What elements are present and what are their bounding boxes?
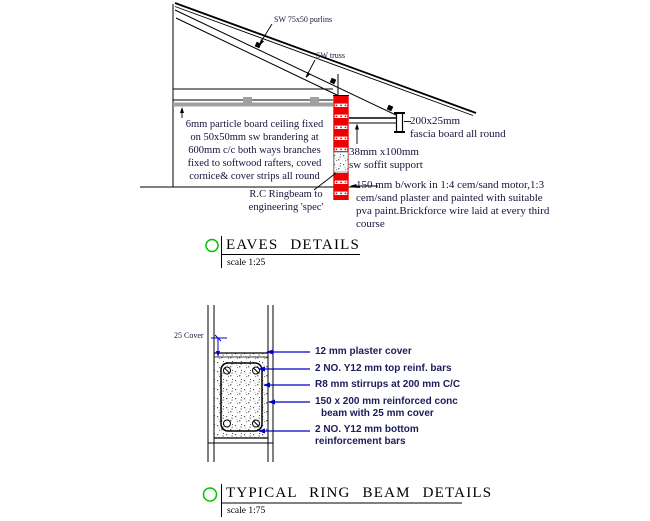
brickwork-note: 150 mm b/work in 1:4 cem/sand motor,1:3 cem/sand plaster and painted with suitable pva paint.Brickforce wire laid at every third course <box>356 179 550 230</box>
beam-size-label: 150 x 200 mm reinforced conc beam with 25 mm cover <box>315 396 458 419</box>
ringbeam-section-block <box>334 152 348 172</box>
plaster-cover-label: 12 mm plaster cover <box>315 346 412 357</box>
ring-beam-detail-marker-circle <box>204 488 217 501</box>
top-bars-label: 2 NO. Y12 mm top reinf. bars <box>315 363 452 374</box>
ceiling-note: 6mm particle board ceiling fixed on 50x50mm sw brandering at 600mm c/c both ways branches fixed to softwood rafters, coved cornice& cover strips all round <box>185 119 324 182</box>
eaves-scale: scale 1:25 <box>227 258 266 268</box>
ring-beam-scale: scale 1:75 <box>227 506 266 516</box>
soffit-lines <box>349 118 397 123</box>
truss-label: SW truss <box>316 51 345 60</box>
bottom-bars-label: 2 NO. Y12 mm bottom reinforcement bars <box>315 424 419 447</box>
purlins-label: SW 75x50 purlins <box>274 15 333 24</box>
ceiling-lines <box>173 89 333 105</box>
ring-beam-title: TYPICAL RING BEAM DETAILS <box>226 485 493 501</box>
brick-wall <box>333 96 349 201</box>
soffit-note: 38mm x100mm sw soffit support <box>349 146 423 171</box>
eaves-detail-marker-circle <box>206 240 218 252</box>
fascia-note: 200x25mm fascia board all round <box>410 115 506 140</box>
ringbeam-note: R.C Ringbeam to engineering 'spec' <box>248 189 324 213</box>
stirrups-label: R8 mm stirrups at 200 mm C/C <box>315 379 461 390</box>
cover-label: 25 Cover <box>174 331 204 340</box>
eaves-title: EAVES DETAILS <box>226 237 361 253</box>
